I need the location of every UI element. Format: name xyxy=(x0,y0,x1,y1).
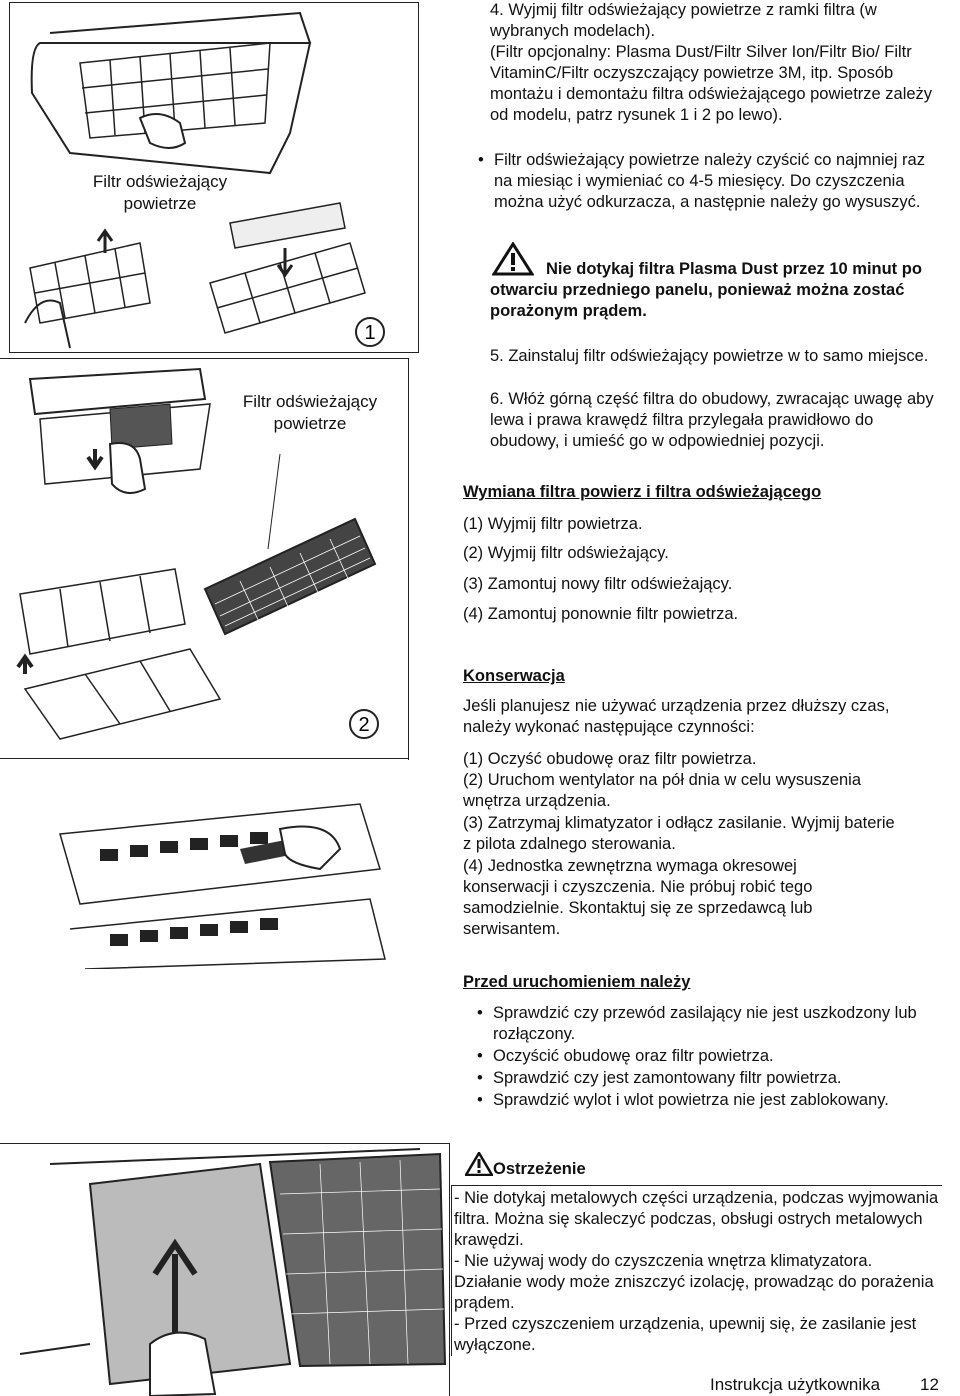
before-start-heading: Przed uruchomieniem należy xyxy=(463,973,691,991)
before-start-list xyxy=(477,1003,947,1111)
before-start-item: • Oczyścić obudowę oraz filtr powietrza. xyxy=(477,1046,947,1067)
replace-heading: Wymiana filtra powierz i filtra odświeżającego xyxy=(463,483,822,501)
step6-text: 6. Włóż górną część filtra do obudowy, zwracając uwagę aby lewa i prawa krawędź filtra przylegała prawidłowo do obudowy, i umieść go w odpowiedniej pozycji. xyxy=(490,390,934,450)
plasma-warning-text: Nie dotykaj filtra Plasma Dust przez 10 minut po otwarciu przedniego panelu, ponieważ można zostać porażonym prądem. xyxy=(490,260,922,320)
before-start-item: • Sprawdzić czy jest zamontowany filtr powietrza. xyxy=(477,1068,947,1089)
replace-step-3: (3) Zamontuj nowy filtr odświeżający. xyxy=(463,575,733,593)
figure-2-number: 2 xyxy=(358,714,370,736)
warning-body xyxy=(451,1185,942,1356)
step4-intro: 4. Wyjmij filtr odświeżający powietrze z ramki filtra (w wybranych modelach). xyxy=(490,1,877,40)
replace-step-4: (4) Zamontuj ponownie filtr powietrza. xyxy=(463,605,739,623)
before-start-item: • Sprawdzić czy przewód zasilający nie jest uszkodzony lub rozłączony. xyxy=(477,1003,947,1045)
step4-bullet: • Filtr odświeżający powietrze należy czyścić co najmniej raz na miesiąc i wymieniać co 4-5 miesięcy. Do czyszczenia można użyć odkurzacza, a następnie należy go wysuszyć. xyxy=(478,150,945,213)
maintenance-step-2: (2) Uruchom wentylator na pół dnia w celu wysuszenia wnętrza urządzenia. xyxy=(463,771,862,810)
footer xyxy=(0,1373,960,1395)
warning-heading: Ostrzeżenie xyxy=(493,1160,586,1178)
step4-note: (Filtr opcjonalny: Plasma Dust/Filtr Silver Ion/Filtr Bio/ Filtr VitaminC/Filtr oczyszczający powietrze 3M, itp. Sposób montażu i demontażu filtra odświeżającego powietrze zależy od modelu, patrz rysunek 1 i 2 po lewo). xyxy=(490,43,933,124)
maintenance-step-1: (1) Oczyść obudowę oraz filtr powietrza. xyxy=(463,750,757,768)
figure-4 xyxy=(0,1143,450,1396)
figure-1-caption: Filtr odświeżający powietrze xyxy=(92,172,228,213)
maintenance-heading: Konserwacja xyxy=(463,667,565,685)
before-start-item: • Sprawdzić wylot i wlot powietrza nie jest zablokowany. xyxy=(477,1090,947,1111)
figure-4-illustration xyxy=(0,1144,449,1396)
figure-1-number: 1 xyxy=(364,322,376,344)
warning-section xyxy=(449,1143,960,1363)
footer-title: Instrukcja użytkownika xyxy=(710,1375,881,1394)
figure-3-illustration xyxy=(0,759,408,969)
replace-step-1: (1) Wyjmij filtr powietrza. xyxy=(463,515,643,533)
warning-line-3: - Przed czyszczeniem urządzenia, upewnij się, że zasilanie jest wyłączone. xyxy=(454,1315,917,1354)
maintenance-intro: Jeśli planujesz nie używać urządzenia przez dłuższy czas, należy wykonać następujące czynności: xyxy=(463,697,890,736)
warning-line-2: - Nie używaj wody do czyszczenia wnętrza klimatyzatora. Działanie wody może zniszczyć izolację, prowadząc do porażenia prądem. xyxy=(454,1252,934,1312)
warning-line-1: - Nie dotykaj metalowych części urządzenia, podczas wyjmowania filtra. Można się skaleczyć podczas, obsługi ostrych metalowych krawędzi. xyxy=(454,1189,939,1249)
figure-3 xyxy=(0,758,408,969)
replace-step-2: (2) Wyjmij filtr odświeżający. xyxy=(463,544,669,562)
figure-2-caption: Filtr odświeżający powietrze xyxy=(242,392,378,433)
maintenance-step-3: (3) Zatrzymaj klimatyzator i odłącz zasilanie. Wyjmij baterie z pilota zdalnego sterowania. xyxy=(463,814,895,853)
step4-bullet-list xyxy=(478,150,945,213)
warning-icon xyxy=(465,1152,493,1176)
page-number: 12 xyxy=(920,1375,939,1394)
maintenance-step-4: (4) Jednostka zewnętrzna wymaga okresowej konserwacji i czyszczenia. Nie próbuj robić tego samodzielnie. Skontaktuj się ze sprzedawcą lub serwisantem. xyxy=(463,857,813,938)
step5-text: 5. Zainstaluj filtr odświeżający powietrze w to samo miejsce. xyxy=(490,347,929,365)
